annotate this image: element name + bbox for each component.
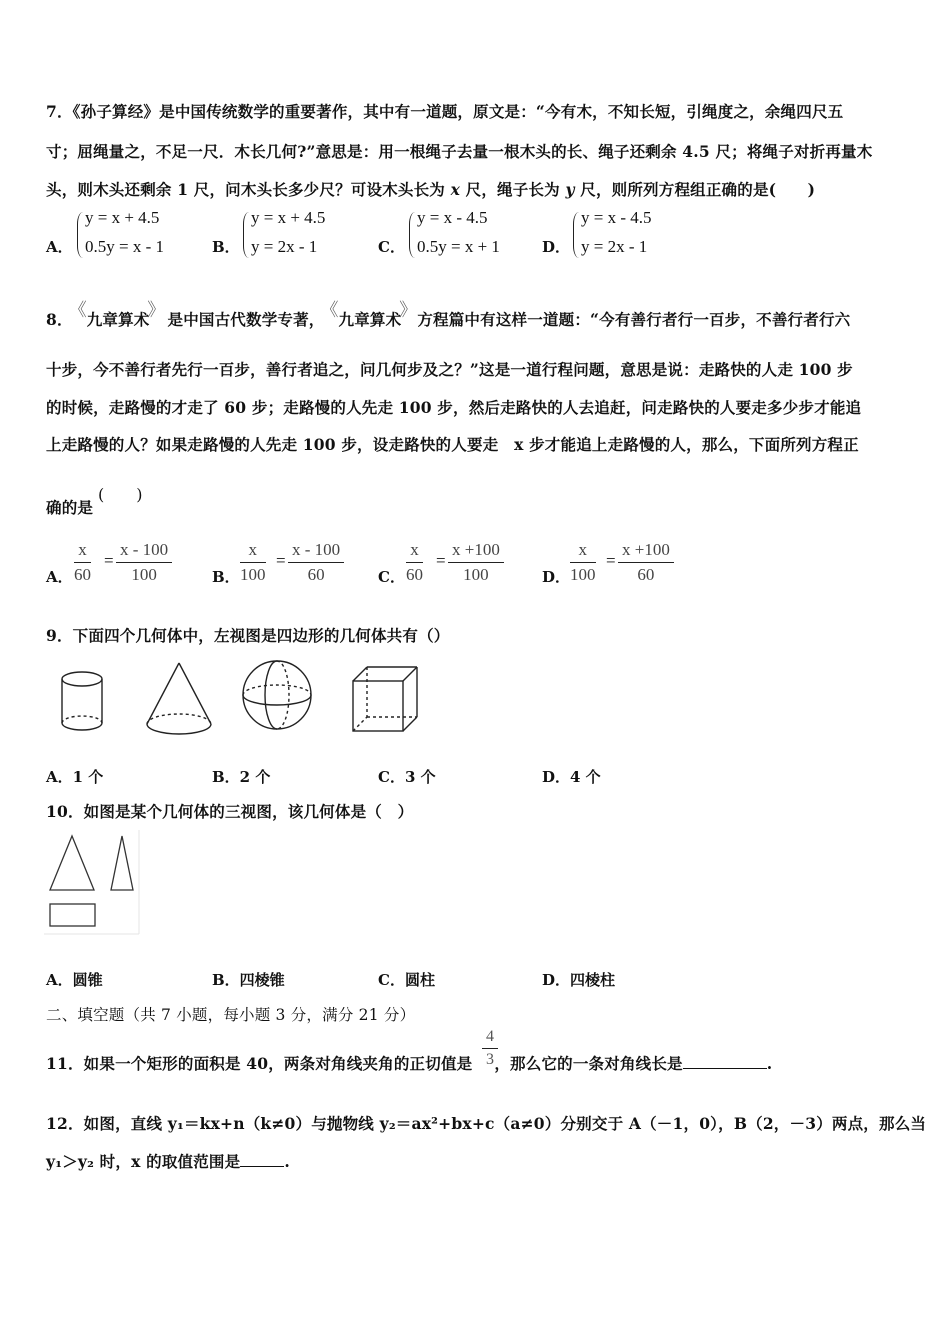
q7-equation: y = 2x - 1	[251, 237, 318, 256]
q7-equation: 0.5y = x - 1	[85, 237, 164, 256]
section-2-heading: 二、填空题（共 7 小题，每小题 3 分，满分 21 分）	[46, 1006, 416, 1024]
front-view-triangle	[50, 836, 94, 890]
q7-option-label: D．	[542, 238, 571, 256]
q11-fraction: $\frac{4}{3}$	[482, 1028, 498, 1069]
denominator: 100	[463, 565, 489, 584]
q12-answer-blank[interactable]	[240, 1154, 284, 1167]
top-view-rectangle	[50, 904, 95, 926]
q9-option[interactable]: D．4 个	[542, 768, 601, 786]
q9-text: 9．下面四个几何体中，左视图是四边形的几何体共有（）	[46, 626, 450, 645]
q7-equation: 0.5y = x + 1	[417, 237, 500, 256]
cube-figure	[353, 667, 417, 731]
q8-left-fraction[interactable]	[74, 540, 91, 585]
q11-answer-blank[interactable]	[683, 1056, 767, 1069]
numerator: x - 100	[288, 540, 344, 563]
denominator: 60	[406, 565, 423, 584]
q8-line-3: 的时候，走路慢的才走了 60 步；走路慢的人先走 100 步，然后走路快的人去追赶，问走路快的人要走多少步才能追	[46, 398, 862, 417]
q8-option-label: A．	[46, 568, 73, 586]
q7-line-2: 寸；屈绳量之，不足一尺．木长几何?”意思是：用一根绳子去量一根木头的长、绳子还剩余 4.5 尺；将绳子对折再量木	[46, 142, 873, 161]
q12-line-2: y₁＞y₂ 时，x 的取值范围是 .	[46, 1152, 290, 1171]
q9-option[interactable]: C．3 个	[378, 768, 436, 786]
q7-equation: y = x + 4.5	[85, 208, 160, 227]
equals-sign: =	[606, 551, 616, 570]
q7-equation: y = x + 4.5	[251, 208, 326, 227]
q8-answer-paren: ( )	[98, 485, 143, 504]
q8-line-5: 确的是	[46, 498, 94, 517]
brace	[77, 212, 84, 258]
q7-equation: y = x - 4.5	[417, 208, 488, 227]
q7-equation: y = 2x - 1	[581, 237, 648, 256]
brace	[573, 212, 580, 258]
q8-option-label: C．	[378, 568, 405, 586]
q12-line-1: 12．如图，直线 y₁＝kx+n（k≠0）与抛物线 y₂＝ax²+bx+c（a≠0）分别交于 A（－1，0），B（2，－3）两点，那么当	[46, 1114, 927, 1133]
q8-right-fraction[interactable]	[448, 540, 504, 585]
q8-left-fraction[interactable]	[240, 540, 266, 585]
sphere-figure	[243, 661, 311, 729]
numerator: x +100	[618, 540, 674, 563]
q7-option-label: C．	[378, 238, 405, 256]
brace	[243, 212, 250, 258]
numerator: x	[406, 540, 423, 563]
numerator: x - 100	[116, 540, 172, 563]
q7-option-label: B．	[212, 238, 240, 256]
q8-line-4: 上走路慢的人？如果走路慢的人先走 100 步，设走路快的人要走 x 步才能追上走路慢的人，那么，下面所列方程正	[46, 435, 859, 454]
side-view-triangle	[111, 836, 133, 890]
cylinder-figure	[62, 672, 102, 730]
q7-line-1: 7．《孙子算经》是中国传统数学的重要著作，其中有一道题，原文是：“今有木，不知长短，引绳度之，余绳四尺五	[46, 102, 844, 121]
equals-sign: =	[436, 551, 446, 570]
brace	[409, 212, 416, 258]
q8-left-fraction[interactable]	[406, 540, 423, 585]
q8-line-1: 8． 《 九章算术 》 是中国古代数学专著， 《 九章算术 》 方程篇中有这样一道题：“今有善行者行一百步，不善行者行六	[46, 300, 851, 329]
equals-sign: =	[104, 551, 114, 570]
cone-figure	[147, 663, 211, 734]
q8-left-fraction[interactable]	[570, 540, 596, 585]
q10-option[interactable]: D．四棱柱	[542, 971, 616, 989]
q10-option[interactable]: A．圆锥	[46, 971, 103, 989]
q8-option-label: B．	[212, 568, 240, 586]
numerator: x	[74, 540, 91, 563]
numerator: x	[570, 540, 596, 563]
q9-option[interactable]: A．1 个	[46, 768, 104, 786]
q8-line-2: 十步，今不善行者先行一百步，善行者追之，问几何步及之？”这是一道行程问题，意思是说：走路快的人走 100 步	[46, 360, 853, 379]
q8-option-label: D．	[542, 568, 571, 586]
equals-sign: =	[276, 551, 286, 570]
q9-solids-figure	[40, 655, 460, 745]
numerator: x +100	[448, 540, 504, 563]
denominator: 60	[307, 565, 325, 584]
denominator: 60	[74, 565, 91, 584]
q10-text: 10．如图是某个几何体的三视图，该几何体是（ ）	[46, 802, 414, 821]
denominator: 100	[240, 565, 266, 584]
q7-equation: y = x - 4.5	[581, 208, 652, 227]
numerator: x	[240, 540, 266, 563]
q7-line-3: 头，则木头还剩余 1 尺，问木头长多少尺？可设木头长为 x 尺，绳子长为 y 尺，则所列方程组正确的是( )	[46, 180, 816, 199]
q10-option[interactable]: C．圆柱	[378, 971, 435, 989]
q7-option-label: A．	[46, 238, 73, 256]
q11-text: 11．如果一个矩形的面积是 40，两条对角线夹角的正切值是 ，那么它的一条对角线长是 .	[46, 1054, 773, 1073]
q10-option[interactable]: B．四棱锥	[212, 971, 285, 989]
q9-option[interactable]: B．2 个	[212, 768, 271, 786]
denominator: 100	[131, 565, 157, 584]
q8-right-fraction[interactable]	[116, 540, 172, 585]
denominator: 60	[637, 565, 655, 584]
q8-right-fraction[interactable]	[618, 540, 674, 585]
q8-right-fraction[interactable]	[288, 540, 344, 585]
denominator: 100	[570, 565, 596, 584]
three-view-figure	[44, 830, 144, 936]
